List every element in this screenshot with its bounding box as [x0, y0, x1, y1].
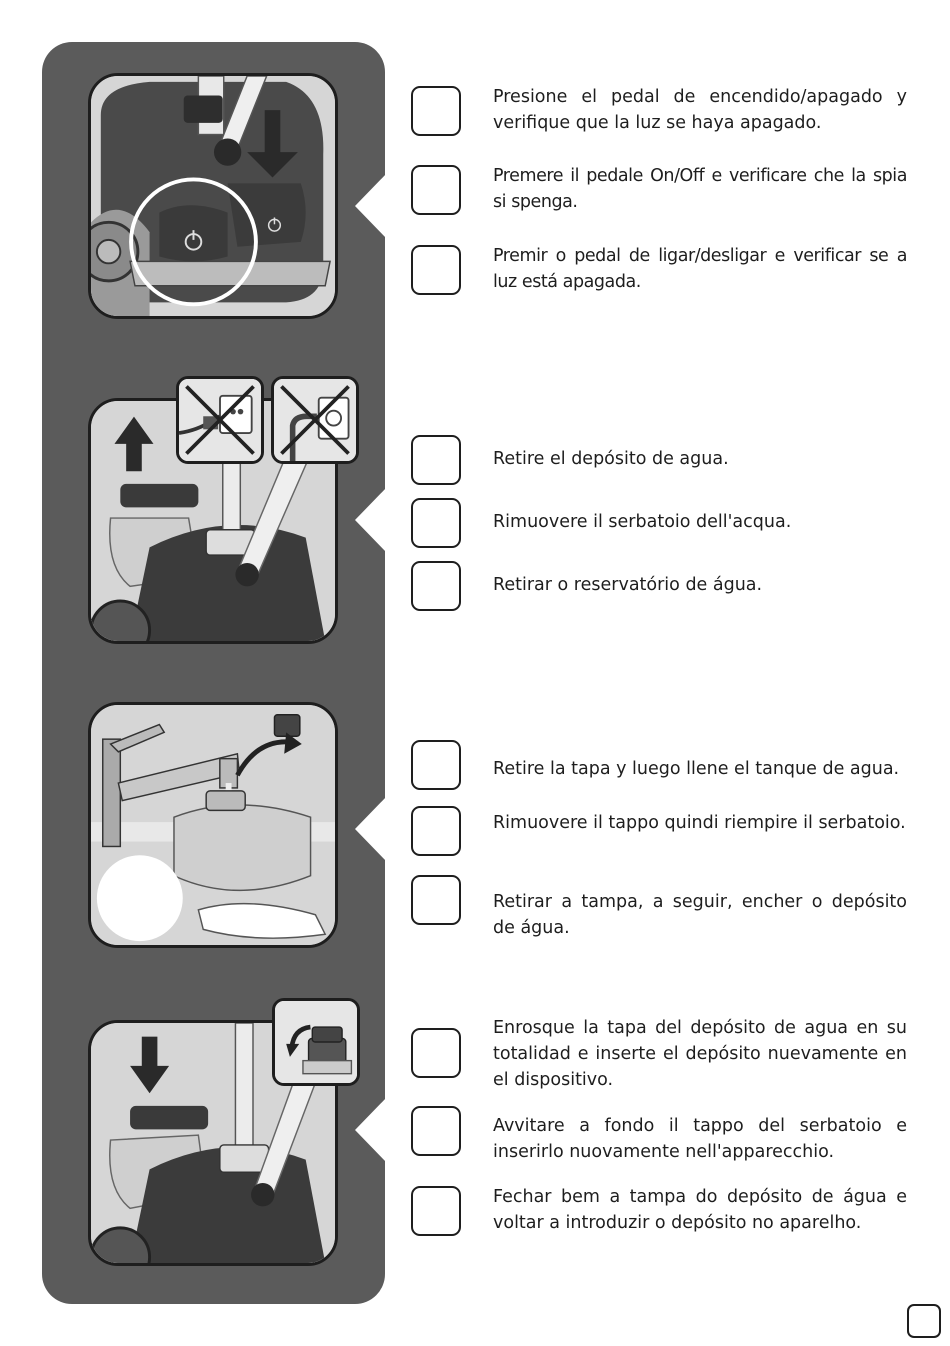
checkbox-step2-pt: [411, 561, 461, 611]
checkbox-step2-it: [411, 498, 461, 548]
illustration-fill-tank: [88, 702, 338, 948]
step1-text-it: Premere il pedale On/Off e verificare che la spia si spenga.: [493, 166, 907, 212]
step1-text-es: Presione el pedal de encendido/apagado y verifique que la luz se haya apagado.: [493, 87, 907, 133]
step3-text-it: Rimuovere il tappo quindi riempire il serbatoio.: [493, 813, 906, 833]
step4-text-it: Avvitare a fondo il tappo del serbatoio e inserirlo nuovamente nell'apparecchio.: [493, 1116, 907, 1162]
checkbox-step1-es: [411, 86, 461, 136]
checkbox-step3-it: [411, 806, 461, 856]
cap-screw-inset: [272, 998, 360, 1086]
checkbox-step2-es: [411, 435, 461, 485]
checkbox-step4-es: [411, 1028, 461, 1078]
panel-notch: [355, 487, 387, 553]
checkbox-step1-pt: [411, 245, 461, 295]
step2-text-es: Retire el depósito de agua.: [493, 449, 729, 469]
no-hose-warning: [271, 376, 359, 464]
step1-text-pt: Premir o pedal de ligar/desligar e verificar se a luz está apagada.: [493, 246, 907, 292]
unplug-prohibited-icon: [179, 379, 261, 461]
checkbox-step4-pt: [411, 1186, 461, 1236]
panel-notch: [355, 1097, 387, 1163]
step3-text-pt: Retirar a tampa, a seguir, encher o depósito de água.: [493, 892, 907, 938]
panel-notch: [355, 796, 387, 862]
checkbox-step3-pt: [411, 875, 461, 925]
checkbox-step1-it: [411, 165, 461, 215]
panel-notch: [355, 173, 387, 239]
step2-text-pt: Retirar o reservatório de água.: [493, 575, 763, 595]
step3-text-es: Retire la tapa y luego llene el tanque de agua.: [493, 759, 900, 779]
checkbox-step4-it: [411, 1106, 461, 1156]
checkbox-step3-es: [411, 740, 461, 790]
illustration-power-pedal: [88, 73, 338, 319]
hose-prohibited-icon: [274, 379, 356, 461]
step4-text-es: Enrosque la tapa del depósito de agua en su totalidad e inserte el depósito nuevamente en el dispositivo.: [493, 1018, 907, 1090]
page-number-box: [907, 1304, 941, 1338]
rotate-cap-icon: [275, 1001, 357, 1083]
no-unplug-warning: [176, 376, 264, 464]
step4-text-pt: Fechar bem a tampa do depósito de água e voltar a introduzir o depósito no aparelho.: [493, 1187, 907, 1233]
step2-text-it: Rimuovere il serbatoio dell'acqua.: [493, 512, 792, 532]
